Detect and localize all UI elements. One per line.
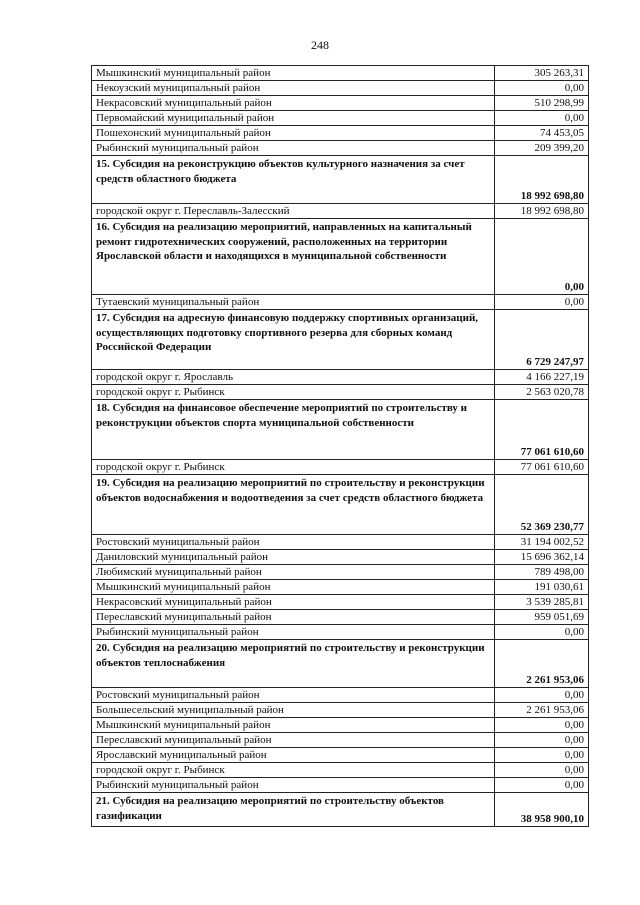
subsidy-title: 17. Субсидия на адресную финансовую поддержку спортивных организаций, осуществляющих подготовку спортивного резерва для сборных команд Российской Федерации [92,310,495,370]
subsidy-title: 18. Субсидия на финансовое обеспечение мероприятий по строительству и реконструкции объектов спорта муниципальной собственности [92,400,495,460]
amount-cell: 0,00 [495,111,589,126]
table-row [92,460,589,475]
subsidy-heading-row [92,400,589,460]
subsidy-total: 6 729 247,97 [495,310,589,370]
subsidy-total: 52 369 230,77 [495,475,589,535]
table-row [92,748,589,763]
amount-cell: 3 539 285,81 [495,595,589,610]
subsidy-title: 19. Субсидия на реализацию мероприятий по строительству и реконструкции объектов водоснабжения и водоотведения за счет средств областного бюджета [92,475,495,535]
recipient-name: Рыбинский муниципальный район [92,141,495,156]
recipient-name: Пошехонский муниципальный район [92,126,495,141]
recipient-name: Большесельский муниципальный район [92,703,495,718]
amount-cell: 77 061 610,60 [495,460,589,475]
subsidy-heading-row [92,156,589,204]
amount-cell: 191 030,61 [495,580,589,595]
recipient-name: Некрасовский муниципальный район [92,96,495,111]
recipient-name: Некоузский муниципальный район [92,81,495,96]
recipient-name: Рыбинский муниципальный район [92,778,495,793]
recipient-name: Некрасовский муниципальный район [92,595,495,610]
table-row [92,535,589,550]
budget-table-body [92,66,589,827]
amount-cell: 209 399,20 [495,141,589,156]
recipient-name: Мышкинский муниципальный район [92,580,495,595]
table-row [92,295,589,310]
amount-cell: 2 261 953,06 [495,703,589,718]
recipient-name: Тутаевский муниципальный район [92,295,495,310]
recipient-name: Мышкинский муниципальный район [92,718,495,733]
recipient-name: Мышкинский муниципальный район [92,66,495,81]
recipient-name: городской округ г. Переславль-Залесский [92,204,495,219]
table-row [92,81,589,96]
subsidy-total: 0,00 [495,219,589,295]
amount-cell: 305 263,31 [495,66,589,81]
table-row [92,778,589,793]
amount-cell: 4 166 227,19 [495,370,589,385]
subsidy-heading-row [92,793,589,827]
subsidy-total: 38 958 900,10 [495,793,589,827]
table-row [92,66,589,81]
table-row [92,688,589,703]
recipient-name: городской округ г. Рыбинск [92,385,495,400]
recipient-name: Переславский муниципальный район [92,733,495,748]
amount-cell: 0,00 [495,688,589,703]
amount-cell: 2 563 020,78 [495,385,589,400]
table-row [92,141,589,156]
recipient-name: Первомайский муниципальный район [92,111,495,126]
amount-cell: 31 194 002,52 [495,535,589,550]
subsidy-heading-row [92,219,589,295]
recipient-name: городской округ г. Ярославль [92,370,495,385]
amount-cell: 18 992 698,80 [495,204,589,219]
table-row [92,111,589,126]
amount-cell: 0,00 [495,733,589,748]
table-row [92,550,589,565]
table-row [92,126,589,141]
amount-cell: 0,00 [495,748,589,763]
table-row [92,733,589,748]
amount-cell: 0,00 [495,763,589,778]
table-row [92,204,589,219]
amount-cell: 0,00 [495,778,589,793]
amount-cell: 74 453,05 [495,126,589,141]
recipient-name: Ростовский муниципальный район [92,688,495,703]
subsidy-heading-row [92,475,589,535]
recipient-name: Даниловский муниципальный район [92,550,495,565]
subsidy-title: 21. Субсидия на реализацию мероприятий по строительству объектов газификации [92,793,495,827]
recipient-name: Рыбинский муниципальный район [92,625,495,640]
amount-cell: 0,00 [495,625,589,640]
table-row [92,763,589,778]
table-row [92,385,589,400]
page-number: 248 [311,38,329,52]
budget-table [91,65,589,827]
recipient-name: городской округ г. Рыбинск [92,460,495,475]
table-row [92,718,589,733]
table-row [92,610,589,625]
subsidy-heading-row [92,310,589,370]
amount-cell: 0,00 [495,295,589,310]
amount-cell: 789 498,00 [495,565,589,580]
recipient-name: Ростовский муниципальный район [92,535,495,550]
subsidy-title: 16. Субсидия на реализацию мероприятий, направленных на капитальный ремонт гидротехнических сооружений, расположенных на территории Ярославской области и находящихся в муниципальной собственности [92,219,495,295]
amount-cell: 0,00 [495,81,589,96]
table-row [92,625,589,640]
amount-cell: 959 051,69 [495,610,589,625]
subsidy-total: 2 261 953,06 [495,640,589,688]
subsidy-total: 77 061 610,60 [495,400,589,460]
table-row [92,580,589,595]
table-row [92,565,589,580]
table-row [92,370,589,385]
amount-cell: 0,00 [495,718,589,733]
table-row [92,703,589,718]
amount-cell: 510 298,99 [495,96,589,111]
subsidy-heading-row [92,640,589,688]
table-row [92,595,589,610]
table-row [92,96,589,111]
recipient-name: Переславский муниципальный район [92,610,495,625]
subsidy-title: 20. Субсидия на реализацию мероприятий по строительству и реконструкции объектов теплоснабжения [92,640,495,688]
subsidy-total: 18 992 698,80 [495,156,589,204]
recipient-name: городской округ г. Рыбинск [92,763,495,778]
subsidy-title: 15. Субсидия на реконструкцию объектов культурного назначения за счет средств областного бюджета [92,156,495,204]
amount-cell: 15 696 362,14 [495,550,589,565]
recipient-name: Любимский муниципальный район [92,565,495,580]
recipient-name: Ярославский муниципальный район [92,748,495,763]
